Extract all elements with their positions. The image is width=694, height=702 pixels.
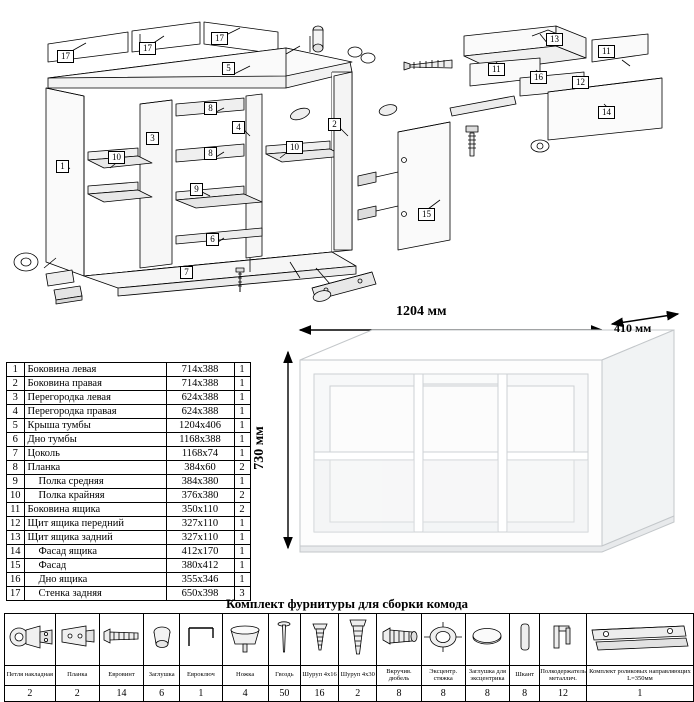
hardware-quantity: 2 — [55, 686, 99, 702]
part-quantity: 1 — [234, 447, 250, 461]
callout-2: 2 — [328, 118, 341, 131]
hardware-quantity: 2 — [5, 686, 56, 702]
hardware-section-title: Комплект фурнитуры для сборки комода — [225, 596, 469, 611]
plate-icon — [56, 614, 98, 660]
part-quantity: 1 — [234, 531, 250, 545]
hardware-icon-cell — [5, 614, 56, 666]
part-quantity: 3 — [234, 587, 250, 601]
part-quantity: 1 — [234, 377, 250, 391]
table-row — [7, 447, 251, 461]
callout-14: 14 — [598, 106, 615, 119]
callout-1: 1 — [56, 160, 69, 173]
hardware-icon-cell — [339, 614, 377, 666]
part-number: 14 — [7, 545, 25, 559]
callout-4: 4 — [232, 121, 245, 134]
part-number: 15 — [7, 559, 25, 573]
hardware-name: Вкручив. дюбель — [377, 666, 421, 686]
hardware-quantity: 14 — [99, 686, 143, 702]
parts-table-body — [7, 363, 251, 601]
part-number: 6 — [7, 433, 25, 447]
part-dimension: 650x398 — [166, 587, 234, 601]
hardware-name-row — [5, 666, 694, 686]
part-number: 13 — [7, 531, 25, 545]
part-dimension: 376x380 — [166, 489, 234, 503]
hardware-quantity: 4 — [222, 686, 268, 702]
screw-small-icon — [302, 614, 338, 660]
hardware-icon-cell — [144, 614, 180, 666]
part-name: Стенка задняя — [24, 587, 166, 601]
table-row — [7, 559, 251, 573]
hardware-name: Заглушка — [144, 666, 180, 686]
part-dimension: 1168x388 — [166, 433, 234, 447]
callout-16: 16 — [530, 71, 547, 84]
hardware-quantity: 1 — [586, 686, 693, 702]
hinge-icon — [6, 614, 54, 660]
part-name: Полка крайняя — [24, 489, 166, 503]
part-dimension: 350x110 — [166, 503, 234, 517]
width-dimension-label: 1204 мм — [396, 304, 447, 319]
callout-3: 3 — [146, 132, 159, 145]
parts-table — [6, 362, 251, 601]
hardware-icon-row — [5, 614, 694, 666]
hardware-icon-cell — [540, 614, 587, 666]
hardware-quantity: 1 — [180, 686, 222, 702]
part-number: 9 — [7, 475, 25, 489]
callout-9: 9 — [190, 183, 203, 196]
hardware-name: Гвоздь — [268, 666, 300, 686]
hardware-quantity: 8 — [465, 686, 509, 702]
part-dimension: 412x170 — [166, 545, 234, 559]
hardware-name: Шуруп 4х30 — [339, 666, 377, 686]
part-number: 1 — [7, 363, 25, 377]
hardware-name: Комплект роликовых направляющих L=350мм — [586, 666, 693, 686]
screw-large-icon — [340, 614, 376, 660]
part-quantity: 1 — [234, 517, 250, 531]
hardware-quantity: 50 — [268, 686, 300, 702]
table-row — [7, 503, 251, 517]
wood-dowel-icon — [511, 614, 539, 660]
table-row — [7, 517, 251, 531]
part-number: 8 — [7, 461, 25, 475]
part-quantity: 1 — [234, 363, 250, 377]
table-row — [7, 377, 251, 391]
part-name: Полка средняя — [24, 475, 166, 489]
part-name: Щит ящика задний — [24, 531, 166, 545]
hardware-name: Планка — [55, 666, 99, 686]
table-row — [7, 545, 251, 559]
cam-cap-icon — [466, 614, 508, 660]
callout-8-b: 8 — [204, 147, 217, 160]
part-name: Перегородка правая — [24, 405, 166, 419]
part-name: Дно ящика — [24, 573, 166, 587]
part-number: 17 — [7, 587, 25, 601]
hardware-quantity: 6 — [144, 686, 180, 702]
callout-10-a: 10 — [108, 151, 125, 164]
part-name: Боковина левая — [24, 363, 166, 377]
callout-6: 6 — [206, 233, 219, 246]
hardware-name: Шкант — [510, 666, 540, 686]
callout-17-b: 17 — [139, 42, 156, 55]
hardware-quantity: 12 — [540, 686, 587, 702]
part-name: Дно тумбы — [24, 433, 166, 447]
part-number: 2 — [7, 377, 25, 391]
hardware-icon-cell — [510, 614, 540, 666]
part-number: 4 — [7, 405, 25, 419]
table-row — [7, 489, 251, 503]
part-quantity: 2 — [234, 461, 250, 475]
part-name: Боковина ящика — [24, 503, 166, 517]
part-dimension: 1168x74 — [166, 447, 234, 461]
assembly-diagram — [0, 0, 694, 312]
drawer-slide-icon — [588, 614, 692, 660]
hardware-name: Петля накладная — [5, 666, 56, 686]
hardware-name: Полкодержатель металлич. — [540, 666, 587, 686]
hardware-quantity: 2 — [339, 686, 377, 702]
hardware-icon-cell — [465, 614, 509, 666]
part-dimension: 624x388 — [166, 391, 234, 405]
callout-13: 13 — [546, 33, 563, 46]
table-row — [7, 405, 251, 419]
hardware-qty-row — [5, 686, 694, 702]
part-quantity: 2 — [234, 503, 250, 517]
callout-17-c: 17 — [211, 32, 228, 45]
callout-10-b: 10 — [286, 141, 303, 154]
euroscrew-icon — [100, 614, 142, 660]
part-quantity: 2 — [234, 489, 250, 503]
cap-icon — [145, 614, 179, 660]
eurokey-icon — [181, 614, 221, 660]
part-dimension: 714x388 — [166, 377, 234, 391]
hardware-name: Евроключ — [180, 666, 222, 686]
part-name: Боковина правая — [24, 377, 166, 391]
part-dimension: 327x110 — [166, 517, 234, 531]
hardware-quantity: 16 — [300, 686, 338, 702]
hardware-name: Ножка — [222, 666, 268, 686]
hardware-quantity: 8 — [377, 686, 421, 702]
hardware-quantity: 8 — [421, 686, 465, 702]
part-number: 11 — [7, 503, 25, 517]
table-row — [7, 573, 251, 587]
hardware-icon-cell — [586, 614, 693, 666]
part-dimension: 1204x406 — [166, 419, 234, 433]
table-row — [7, 461, 251, 475]
part-dimension: 327x110 — [166, 531, 234, 545]
depth-dimension-label: 410 мм — [614, 321, 652, 335]
part-quantity: 1 — [234, 405, 250, 419]
leg-icon — [223, 614, 267, 660]
table-row — [7, 363, 251, 377]
part-quantity: 1 — [234, 559, 250, 573]
part-dimension: 355x346 — [166, 573, 234, 587]
part-quantity: 1 — [234, 573, 250, 587]
callout-11-b: 11 — [488, 63, 505, 76]
part-number: 5 — [7, 419, 25, 433]
hardware-icon-cell — [99, 614, 143, 666]
table-row — [7, 419, 251, 433]
part-quantity: 1 — [234, 391, 250, 405]
callout-7: 7 — [180, 266, 193, 279]
part-dimension: 714x388 — [166, 363, 234, 377]
callout-5: 5 — [222, 62, 235, 75]
part-quantity: 1 — [234, 433, 250, 447]
dowel-icon — [378, 614, 420, 660]
part-name: Фасад ящика — [24, 545, 166, 559]
part-number: 7 — [7, 447, 25, 461]
hardware-icon-cell — [268, 614, 300, 666]
nail-icon — [269, 614, 299, 660]
hardware-name: Заглушка для эксцентрика — [465, 666, 509, 686]
part-dimension: 384x60 — [166, 461, 234, 475]
hardware-quantity: 8 — [510, 686, 540, 702]
callout-8-a: 8 — [204, 102, 217, 115]
part-quantity: 1 — [234, 475, 250, 489]
table-row — [7, 531, 251, 545]
part-name: Цоколь — [24, 447, 166, 461]
cam-lock-icon — [422, 614, 464, 660]
hardware-name: Эксцентр. стяжка — [421, 666, 465, 686]
hardware-name: Евровинт — [99, 666, 143, 686]
hardware-icon-cell — [180, 614, 222, 666]
callout-11-a: 11 — [598, 45, 615, 58]
part-name: Щит ящика передний — [24, 517, 166, 531]
table-row — [7, 475, 251, 489]
hardware-icon-cell — [55, 614, 99, 666]
hardware-icon-cell — [377, 614, 421, 666]
hardware-icon-cell — [222, 614, 268, 666]
part-name: Фасад — [24, 559, 166, 573]
table-row — [7, 391, 251, 405]
part-number: 3 — [7, 391, 25, 405]
table-row — [7, 433, 251, 447]
cabinet-render — [262, 300, 690, 590]
dimensioned-render — [251, 300, 690, 590]
part-name: Крыша тумбы — [24, 419, 166, 433]
assembly-line-drawing — [0, 0, 694, 312]
hardware-table — [4, 613, 694, 702]
part-quantity: 1 — [234, 419, 250, 433]
hardware-icon-cell — [300, 614, 338, 666]
shelf-support-icon — [546, 614, 580, 660]
hardware-name: Шуруп 4х16 — [300, 666, 338, 686]
part-dimension: 624x388 — [166, 405, 234, 419]
part-dimension: 380x412 — [166, 559, 234, 573]
part-number: 10 — [7, 489, 25, 503]
part-name: Перегородка левая — [24, 391, 166, 405]
callout-12: 12 — [572, 76, 589, 89]
callout-15: 15 — [418, 208, 435, 221]
hardware-icon-cell — [421, 614, 465, 666]
part-quantity: 1 — [234, 545, 250, 559]
part-dimension: 384x380 — [166, 475, 234, 489]
part-number: 16 — [7, 573, 25, 587]
callout-17-a: 17 — [57, 50, 74, 63]
part-name: Планка — [24, 461, 166, 475]
height-dimension-label: 730 мм — [251, 426, 267, 470]
part-number: 12 — [7, 517, 25, 531]
